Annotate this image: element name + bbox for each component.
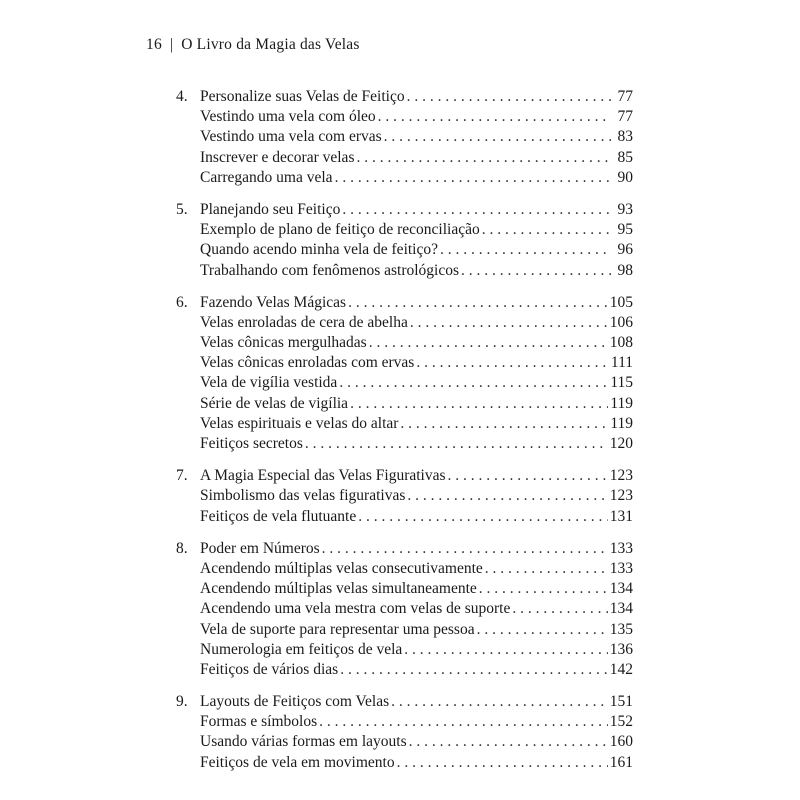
table-of-contents <box>176 87 633 785</box>
dot-leader <box>409 732 608 752</box>
dot-leader <box>407 486 607 506</box>
page-ref: 119 <box>610 414 633 432</box>
section-title: Trabalhando com fenômenos astrológicos <box>200 261 460 279</box>
chapter-title: A Magia Especial das Velas Figurativas <box>200 467 446 485</box>
toc-section-entry <box>176 486 633 506</box>
page-ref: 142 <box>609 660 633 678</box>
section-title: Acendendo múltiplas velas simultaneamente <box>200 580 477 598</box>
page-ref: 77 <box>617 88 633 105</box>
page-ref: 108 <box>609 334 633 352</box>
dot-leader <box>342 200 611 220</box>
page-ref: 161 <box>609 753 633 771</box>
dot-leader <box>448 466 608 486</box>
dot-leader <box>384 127 611 147</box>
section-title: Formas e símbolos <box>200 713 318 731</box>
page-ref: 98 <box>617 261 633 279</box>
toc-section-entry <box>176 148 633 168</box>
chapter-number: 4. <box>176 88 188 105</box>
section-title: Carregando uma vela <box>200 168 333 186</box>
chapter-title: Planejando seu Feitiço <box>200 200 341 218</box>
dot-leader <box>339 373 608 393</box>
toc-section-entry <box>176 414 633 434</box>
toc-section-entry <box>176 373 633 393</box>
toc-section-entry <box>176 753 633 773</box>
chapter-title: Layouts de Feitiços com Velas <box>200 693 390 711</box>
section-title: Vela de suporte para representar uma pessoa <box>200 620 475 638</box>
book-title: O Livro da Magia das Velas <box>181 36 360 53</box>
dot-leader <box>479 579 608 599</box>
toc-section-entry <box>176 660 633 680</box>
dot-leader <box>461 261 611 281</box>
dot-leader <box>350 394 608 414</box>
dot-leader <box>416 353 609 373</box>
page-ref: 83 <box>617 128 633 146</box>
section-title: Exemplo de plano de feitiço de reconciliação <box>200 221 480 239</box>
toc-section-entry <box>176 353 633 373</box>
section-title: Simbolismo das velas figurativas <box>200 487 406 505</box>
page-ref: 111 <box>610 354 633 372</box>
toc-chapter-entry <box>176 87 633 107</box>
toc-section-entry <box>176 559 633 579</box>
page-ref: 115 <box>610 374 633 392</box>
page-number: 16 <box>146 36 162 53</box>
page-ref: 120 <box>609 435 633 452</box>
toc-section-entry <box>176 261 633 281</box>
chapter-title: Fazendo Velas Mágicas <box>200 293 347 311</box>
section-title: Feitiços de vela em movimento <box>200 753 395 771</box>
toc-chapter-entry <box>176 200 633 220</box>
section-title: Quando acendo minha vela de feitiço? <box>200 241 438 259</box>
toc-section-entry <box>176 168 633 188</box>
section-title: Feitiços secretos <box>200 435 303 452</box>
dot-leader <box>400 414 608 434</box>
toc-section-entry <box>176 394 633 414</box>
chapter-title: Poder em Números <box>200 539 320 557</box>
chapter-number: 9. <box>176 693 188 711</box>
toc-chapter-entry <box>176 466 633 486</box>
page-ref: 123 <box>609 467 633 485</box>
page-ref: 152 <box>609 713 633 731</box>
section-title: Feitiços de vários dias <box>200 660 339 678</box>
page-ref: 134 <box>609 600 633 618</box>
page-ref: 133 <box>609 559 633 577</box>
chapter-number: 7. <box>176 467 188 485</box>
chapter-number: 8. <box>176 539 188 557</box>
toc-section-entry <box>176 220 633 240</box>
toc-section-entry <box>176 732 633 752</box>
dot-leader <box>397 753 608 773</box>
dot-leader <box>319 712 608 732</box>
page-ref: 160 <box>609 733 633 751</box>
page-ref: 134 <box>609 580 633 598</box>
page-ref: 85 <box>617 148 633 166</box>
dot-leader <box>369 333 608 353</box>
dot-leader <box>440 240 611 260</box>
toc-chapter <box>176 293 633 455</box>
toc-chapter <box>176 539 633 680</box>
toc-section-entry <box>176 640 633 660</box>
section-title: Feitiços de vela flutuante <box>200 507 357 525</box>
dot-leader <box>378 107 611 127</box>
toc-section-entry <box>176 127 633 147</box>
section-title: Vela de vigília vestida <box>200 374 338 392</box>
chapter-number: 6. <box>176 293 188 311</box>
toc-section-entry <box>176 712 633 732</box>
running-header <box>146 36 360 54</box>
dot-leader <box>477 620 608 640</box>
dot-leader <box>410 313 608 333</box>
section-title: Acendendo múltiplas velas consecutivamente <box>200 559 483 577</box>
dot-leader <box>335 168 611 188</box>
toc-chapter-entry <box>176 293 633 313</box>
header-separator: | <box>169 36 174 53</box>
page-ref: 96 <box>617 241 633 259</box>
section-title: Velas espirituais e velas do altar <box>200 414 399 432</box>
dot-leader <box>482 220 611 240</box>
dot-leader <box>358 507 608 527</box>
page-ref: 119 <box>610 394 633 412</box>
toc-section-entry <box>176 434 633 454</box>
page-ref: 136 <box>609 640 633 658</box>
section-title: Usando várias formas em layouts <box>200 733 407 751</box>
toc-chapter <box>176 200 633 281</box>
section-title: Série de velas de vigília <box>200 394 349 412</box>
toc-chapter-entry <box>176 692 633 712</box>
page-ref: 95 <box>617 221 633 239</box>
chapter-number: 5. <box>176 200 188 218</box>
section-title: Acendendo uma vela mestra com velas de suporte <box>200 600 511 618</box>
dot-leader <box>348 293 608 313</box>
page-ref: 106 <box>609 313 633 331</box>
section-title: Velas enroladas de cera de abelha <box>200 313 408 331</box>
page-ref: 90 <box>617 168 633 186</box>
section-title: Inscrever e decorar velas <box>200 148 355 166</box>
toc-section-entry <box>176 240 633 260</box>
dot-leader <box>305 434 608 454</box>
section-title: Velas cônicas mergulhadas <box>200 334 367 352</box>
toc-chapter <box>176 692 633 773</box>
section-title: Numerologia em feitiços de vela <box>200 640 403 658</box>
section-title: Velas cônicas enroladas com ervas <box>200 354 415 372</box>
toc-section-entry <box>176 599 633 619</box>
dot-leader <box>407 87 611 107</box>
page-ref: 123 <box>609 487 633 505</box>
dot-leader <box>485 559 608 579</box>
page-ref: 133 <box>609 539 633 557</box>
toc-section-entry <box>176 579 633 599</box>
dot-leader <box>512 599 607 619</box>
toc-section-entry <box>176 507 633 527</box>
section-title: Vestindo uma vela com ervas <box>200 128 382 146</box>
toc-section-entry <box>176 620 633 640</box>
dot-leader <box>404 640 607 660</box>
page-ref: 105 <box>609 293 633 311</box>
page-ref: 151 <box>609 693 633 711</box>
toc-section-entry <box>176 107 633 127</box>
dot-leader <box>340 660 608 680</box>
dot-leader <box>356 148 611 168</box>
toc-chapter <box>176 87 633 188</box>
dot-leader <box>322 539 608 559</box>
toc-section-entry <box>176 313 633 333</box>
dot-leader <box>391 692 608 712</box>
toc-section-entry <box>176 333 633 353</box>
page-ref: 77 <box>617 108 633 126</box>
page-ref: 93 <box>617 200 633 218</box>
toc-chapter-entry <box>176 539 633 559</box>
chapter-title: Personalize suas Velas de Feitiço <box>200 88 405 105</box>
section-title: Vestindo uma vela com óleo <box>200 108 376 126</box>
page-ref: 135 <box>609 620 633 638</box>
toc-chapter <box>176 466 633 527</box>
page-ref: 131 <box>609 507 633 525</box>
